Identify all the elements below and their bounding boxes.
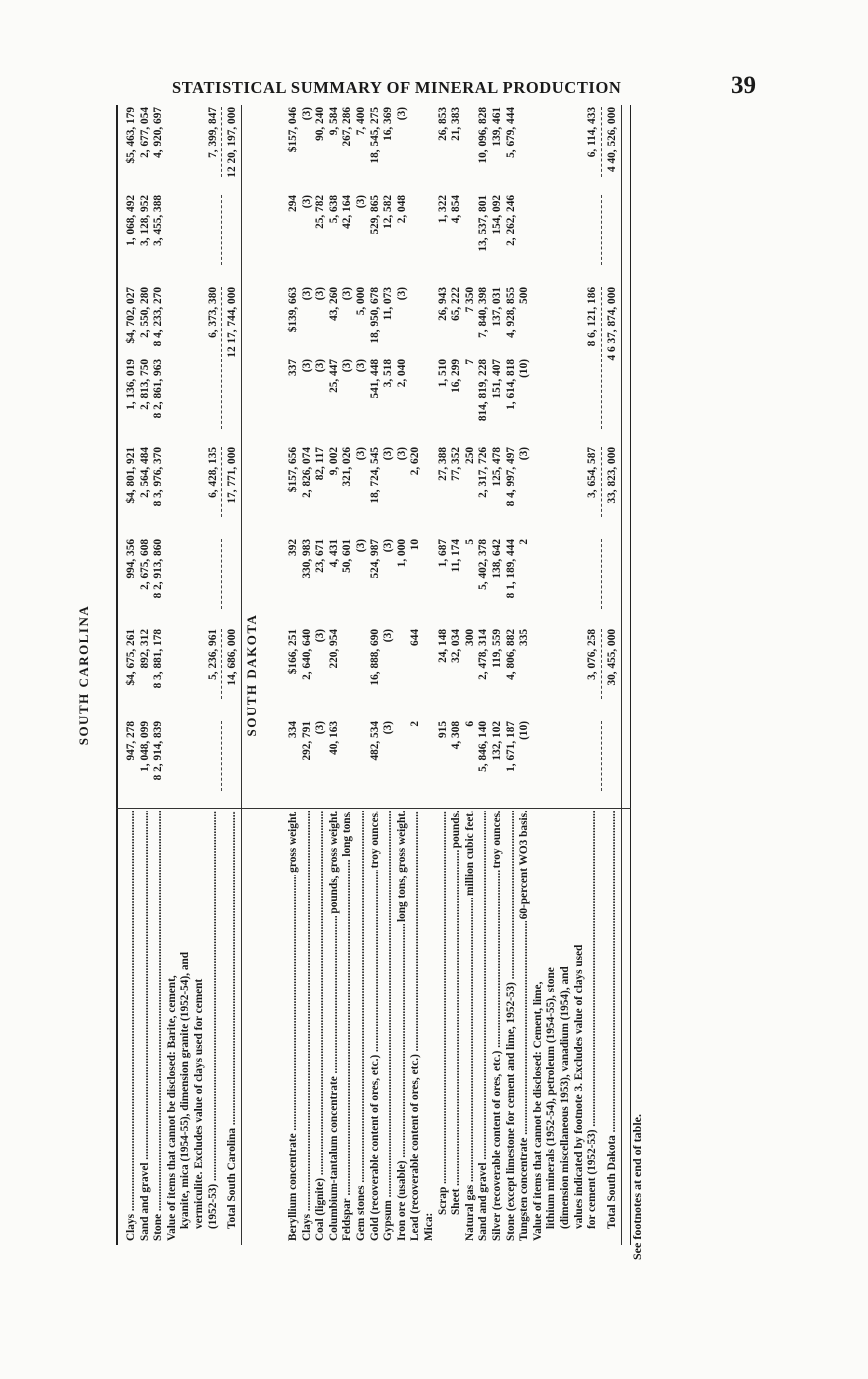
row-label [490, 811, 504, 1241]
table-cell: (3) [314, 721, 327, 735]
row-label-text: Scrap [436, 1186, 449, 1215]
table-row [504, 105, 518, 1245]
table-row [368, 105, 382, 1245]
total-cell: 12 20, 197, 000 [226, 107, 239, 178]
table-cell: 9, 584 [327, 107, 340, 136]
table-cell: 4, 928, 855 [504, 287, 517, 338]
subtotal-rule [601, 721, 602, 791]
table-cell: 25, 782 [314, 195, 327, 229]
table-cell: 5, 846, 140 [477, 721, 490, 772]
table-cell: 2, 262, 246 [504, 195, 517, 246]
subtotal-rule [601, 195, 602, 265]
row-label [517, 811, 531, 1241]
table-cell: 139, 461 [491, 107, 503, 147]
row-label-text: Lead (recoverable content of ores, etc.) [409, 1054, 422, 1241]
row-label-text: Stone (except limestone for cement and lime, 1952-53) [504, 982, 517, 1241]
table-row [192, 105, 206, 1245]
table-cell: 2, 620 [409, 447, 422, 476]
table-cell: 10 [409, 539, 422, 551]
table-cell: 6, 114, 433 [586, 107, 599, 158]
section-title-south-dakota: SOUTH DAKOTA [244, 613, 259, 737]
table-cell: 12, 582 [382, 195, 395, 229]
table-row [327, 105, 341, 1245]
table-cell: (3) [341, 359, 354, 373]
row-label [178, 811, 192, 1229]
table-cell: 2, 675, 608 [138, 539, 151, 590]
table-cell: 4, 431 [327, 539, 340, 568]
table-cell: 119, 559 [491, 629, 503, 668]
table-cell: $4, 675, 261 [125, 629, 137, 686]
row-unit: pounds [450, 813, 463, 849]
page-title: STATISTICAL SUMMARY OF MINERAL PRODUCTION [172, 78, 622, 97]
row-label-text: Iron ore (usable) [395, 1160, 408, 1241]
table-cell: (3) [518, 447, 531, 461]
table-cell: 2, 813, 750 [138, 359, 151, 410]
table-cell: 814, 819, 228 [477, 359, 490, 422]
row-label-text: Sheet [450, 1188, 463, 1215]
table-cell: 8 4, 233, 270 [152, 287, 165, 347]
table-cell: 8 6, 121, 186 [586, 287, 599, 347]
table-cell: (3) [314, 287, 327, 301]
total-cell: 30, 455, 000 [605, 629, 618, 686]
table-cell: 300 [463, 629, 476, 646]
row-label [395, 811, 409, 1241]
table-row [544, 105, 558, 1245]
table-cell: 18, 724, 545 [368, 447, 381, 504]
row-label [313, 811, 327, 1241]
table-cell: 915 [436, 721, 449, 738]
table-top-rule [116, 105, 118, 1245]
row-label-text: Sand and gravel [138, 1162, 151, 1241]
table-cell: 26, 943 [436, 287, 449, 321]
row-unit: troy ounces [368, 813, 381, 869]
table-cell: (3) [382, 447, 395, 461]
table-cell: 1, 000 [395, 539, 408, 568]
total-row [225, 105, 239, 1245]
table-cell: 7 350 [463, 287, 476, 313]
subtotal-rule [601, 359, 602, 429]
table-cell: 5, 638 [327, 195, 340, 224]
table-cell: 8 2, 913, 860 [152, 539, 165, 599]
table-cell: 6, 428, 135 [206, 447, 219, 498]
table-cell: 9, 002 [327, 447, 340, 476]
subtotal-rule [221, 447, 222, 517]
table-row [165, 105, 179, 1245]
subtotal-rule [221, 195, 222, 265]
row-label-text: (dimension miscellaneous 1953), vanadium (1954), and [559, 966, 571, 1229]
table-cell: 50, 601 [341, 539, 354, 573]
running-head [0, 72, 868, 102]
row-label-text: kyanite, mica (1954-55), dimension granite (1952-54), and [179, 951, 192, 1229]
subtotal-rule [221, 287, 222, 357]
table-cell: 8 3, 976, 370 [152, 447, 165, 507]
table-row [178, 105, 192, 1245]
table-cell: 8 2, 914, 839 [152, 721, 165, 781]
section-rule [241, 105, 242, 1245]
row-label [422, 811, 436, 1241]
row-label-text: Stone [152, 1214, 165, 1241]
table-cell: 8 1, 189, 444 [504, 539, 517, 599]
table-cell: $166, 251 [287, 629, 299, 675]
table-cell: 334 [287, 721, 299, 738]
subtotal-rule [601, 447, 602, 517]
table-cell: (3) [341, 287, 354, 301]
table-cell: 3, 128, 952 [138, 195, 151, 246]
subtotal-rule [221, 629, 222, 699]
table-cell: 2, 564, 484 [138, 447, 151, 498]
table-cell: 4, 854 [450, 195, 463, 224]
table-cell: 1, 322 [436, 195, 449, 224]
table-row [436, 105, 450, 1245]
table-cell: 294 [287, 195, 299, 212]
row-label [436, 811, 450, 1215]
table-cell: 644 [409, 629, 422, 646]
table-row [476, 105, 490, 1245]
row-label [449, 811, 463, 1215]
table-cell: (3) [300, 359, 313, 373]
total-label [605, 811, 619, 1229]
subtotal-rule [601, 539, 602, 609]
row-label-text: Gold (recoverable content of ores, etc.) [368, 1054, 381, 1241]
row-label-text: Silver (recoverable content of ores, etc.) [491, 1050, 503, 1241]
table-cell: 541, 448 [368, 359, 381, 399]
table-cell: (3) [355, 447, 367, 461]
table-row [124, 105, 138, 1245]
table-cell: 529, 865 [368, 195, 381, 235]
table-cell: 4, 308 [450, 721, 463, 750]
table-cell: 4, 806, 882 [504, 629, 517, 680]
table-cell: 5 [463, 539, 476, 545]
table-row [558, 105, 572, 1245]
row-label [151, 811, 165, 1241]
table-cell: 3, 455, 388 [152, 195, 165, 246]
row-label [572, 811, 586, 1229]
table-cell: 90, 240 [314, 107, 327, 141]
table-cell: $4, 801, 921 [125, 447, 137, 504]
table-cell: 2, 040 [395, 359, 408, 388]
subtotal-rule [221, 359, 222, 429]
total-cell: 17, 771, 000 [226, 447, 239, 504]
table-cell: 32, 034 [450, 629, 463, 663]
subtotal-rule [221, 107, 222, 177]
table-cell: 500 [518, 287, 531, 304]
table-cell: 321, 026 [341, 447, 354, 487]
table-cell: $157, 046 [287, 107, 299, 153]
row-label [300, 811, 314, 1241]
table-row [408, 105, 422, 1245]
table-row [395, 105, 409, 1245]
table-cell: 151, 407 [491, 359, 503, 399]
table-cell: 5, 402, 378 [477, 539, 490, 590]
total-row [605, 105, 619, 1245]
table-row [340, 105, 354, 1245]
table-cell: 2, 550, 280 [138, 287, 151, 338]
table-cell: $139, 663 [287, 287, 299, 333]
table-cell: 2, 640, 640 [300, 629, 313, 680]
table-row [151, 105, 165, 1245]
row-label-text: lithium minerals (1952-54), petroleum (1954-55), stone [545, 967, 558, 1229]
table-cell: (3) [355, 359, 367, 373]
subtotal-rule [601, 287, 602, 357]
row-label-text: values indicated by footnote 3. Excludes value of clays used [572, 944, 585, 1229]
row-label-text: Value of items that cannot be disclosed: Cement, lime, [531, 981, 544, 1241]
total-cell: 4 6 37, 874, 000 [605, 287, 618, 361]
table-cell: 2, 826, 074 [300, 447, 313, 498]
table-row [354, 105, 368, 1245]
row-label-text: Mica: [423, 1212, 435, 1241]
table-cell: 1, 068, 492 [125, 195, 137, 246]
table-cell: 3, 076, 258 [586, 629, 599, 680]
total-label-text: Total South Dakota [605, 1135, 618, 1229]
table-cell: (3) [314, 359, 327, 373]
table-cell: (3) [395, 107, 408, 121]
row-label-text: Gypsum [382, 1200, 395, 1241]
table-cell: 7 [463, 359, 476, 365]
table-cell: 947, 278 [125, 721, 137, 761]
row-label-text: (1952-53) [206, 1183, 219, 1229]
table-row [490, 105, 504, 1245]
row-label [463, 811, 477, 1241]
row-label [408, 811, 422, 1241]
section-title-south-carolina: SOUTH CAROLINA [76, 604, 91, 746]
table-cell: 3, 518 [382, 359, 395, 388]
row-label-text: Coal (lignite) [314, 1177, 327, 1241]
table-cell: (3) [382, 539, 395, 553]
mineral-production-table [76, 105, 631, 1245]
row-label-text: Tungsten concentrate [518, 1137, 531, 1241]
table-cell: 10, 096, 828 [477, 107, 490, 164]
table-cell: 154, 092 [491, 195, 503, 235]
table-cell: 482, 534 [368, 721, 381, 761]
row-label [165, 811, 179, 1241]
table-cell: 21, 383 [450, 107, 463, 141]
table-cell: 524, 987 [368, 539, 381, 579]
row-unit: million cubic feet [463, 813, 476, 896]
row-label-text: for cement (1952-53) [586, 1129, 599, 1229]
table-cell: 6, 373, 380 [206, 287, 219, 338]
table-cell: 4, 920, 697 [152, 107, 165, 158]
table-row [206, 105, 220, 1245]
table-cell: (3) [395, 287, 408, 301]
table-cell: 13, 537, 801 [477, 195, 490, 252]
subtotal-rule [601, 629, 602, 699]
table-cell: (3) [382, 629, 395, 643]
row-label-text: Clays [300, 1214, 313, 1241]
table-row [422, 105, 436, 1245]
table-cell: 1, 136, 019 [125, 359, 137, 410]
row-label [286, 811, 300, 1241]
table-cell: (10) [518, 721, 531, 740]
table-bottom-rule [630, 105, 631, 1245]
table-cell: 337 [287, 359, 299, 376]
row-unit: long tons [341, 813, 354, 857]
table-cell: 1, 510 [436, 359, 449, 388]
table-cell: 23, 671 [314, 539, 327, 573]
table-cell: 3, 654, 587 [586, 447, 599, 498]
row-label-text: Value of items that cannot be disclosed: Barite, cement, [165, 975, 178, 1241]
table-cell: 138, 642 [491, 539, 503, 579]
table-row [517, 105, 531, 1245]
total-label-text: Total South Carolina [226, 1127, 239, 1229]
row-label [531, 811, 545, 1241]
table-cell: 137, 031 [491, 287, 503, 327]
table-cell: 8 3, 881, 178 [152, 629, 165, 689]
table-row [381, 105, 395, 1245]
row-label-text: Clays [125, 1214, 137, 1241]
table-cell: (3) [355, 195, 367, 209]
table-cell: 132, 102 [491, 721, 503, 761]
table-cell: 16, 299 [450, 359, 463, 393]
table-cell: 11, 073 [382, 287, 395, 321]
table-cell: 125, 478 [491, 447, 503, 487]
table-cell: 250 [463, 447, 476, 464]
table-cell: (3) [300, 287, 313, 301]
row-unit: gross weight [287, 813, 299, 873]
table-cell: 1, 671, 187 [504, 721, 517, 772]
footnote-reference: See footnotes at end of table. [630, 1114, 644, 1260]
table-cell: 892, 312 [138, 629, 151, 669]
subtotal-rule [601, 107, 602, 177]
table-cell: (3) [300, 107, 313, 121]
table-cell: 5, 236, 961 [206, 629, 219, 680]
row-label [504, 811, 518, 1241]
total-label [225, 811, 239, 1229]
table-cell: 5, 679, 444 [504, 107, 517, 158]
table-row [300, 105, 314, 1245]
table-cell: 42, 164 [341, 195, 354, 229]
row-label-text: Sand and gravel [477, 1162, 490, 1241]
table-row [138, 105, 152, 1245]
subtotal-rule [221, 721, 222, 791]
table-cell: 11, 174 [450, 539, 463, 573]
row-label [476, 811, 490, 1241]
row-unit: pounds, gross weight [327, 813, 340, 914]
table-cell: 8 2, 861, 963 [152, 359, 165, 419]
table-cell: (3) [355, 539, 367, 553]
total-cell: 14, 686, 000 [226, 629, 239, 686]
row-label-text: Gem stones [355, 1185, 367, 1241]
table-row [463, 105, 477, 1245]
table-cell: 1, 687 [436, 539, 449, 568]
table-cell: 8 4, 997, 497 [504, 447, 517, 507]
row-label [544, 811, 558, 1229]
table-cell: 335 [518, 629, 531, 646]
row-label [558, 811, 572, 1229]
table-cell: 18, 950, 678 [368, 287, 381, 344]
table-cell: 267, 286 [341, 107, 354, 147]
row-label [585, 811, 599, 1229]
table-cell: 18, 545, 275 [368, 107, 381, 164]
table-cell: 2 [518, 539, 531, 545]
table-cell: 5, 000 [355, 287, 367, 316]
table-cell: 16, 369 [382, 107, 395, 141]
row-label [124, 811, 138, 1241]
table-cell: 24, 148 [436, 629, 449, 663]
table-cell: 25, 447 [327, 359, 340, 393]
table-cell: 43, 260 [327, 287, 340, 321]
row-label [192, 811, 206, 1229]
table-cell: 2 [409, 721, 422, 727]
total-cell: 4 40, 526, 000 [605, 107, 618, 172]
table-cell: 2, 317, 726 [477, 447, 490, 498]
table-cell: 2, 048 [395, 195, 408, 224]
row-unit: 60-percent WO3 basis [518, 813, 531, 920]
table-cell: $4, 702, 027 [125, 287, 137, 344]
row-label-text: Beryllium concentrate [287, 1133, 299, 1241]
table-cell: 392 [287, 539, 299, 556]
table-cell: 7, 840, 398 [477, 287, 490, 338]
table-cell: (10) [518, 359, 531, 378]
row-label [340, 811, 354, 1241]
row-label-text: Natural gas [463, 1184, 476, 1241]
subtotal-rule [221, 539, 222, 609]
table-cell: 77, 352 [450, 447, 463, 481]
row-label [368, 811, 382, 1241]
table-cell: 26, 853 [436, 107, 449, 141]
row-label-text: vermiculite. Excludes value of clays used for cement [193, 978, 205, 1229]
row-label [138, 811, 152, 1241]
table-cell: 1, 048, 099 [138, 721, 151, 772]
table-cell: $157, 656 [287, 447, 299, 493]
row-label [206, 811, 220, 1229]
row-label-text: Feldspar [341, 1198, 354, 1241]
table-cell: 7, 400 [355, 107, 367, 136]
table-cell: 330, 983 [300, 539, 313, 579]
table-cell: 6 [463, 721, 476, 727]
row-label-text: Columbium-tantalum concentrate [327, 1076, 340, 1241]
row-label [327, 811, 341, 1241]
table-cell: 7, 399, 847 [206, 107, 219, 158]
table-cell: 994, 356 [125, 539, 137, 579]
row-unit: long tons, gross weight [395, 813, 408, 923]
table-cell: 27, 388 [436, 447, 449, 481]
table-cell: 2, 478, 314 [477, 629, 490, 680]
table-row [286, 105, 300, 1245]
table-cell: (3) [300, 195, 313, 209]
table-row [585, 105, 599, 1245]
total-cell: 12 17, 744, 000 [226, 287, 239, 358]
total-cell: 33, 823, 000 [605, 447, 618, 504]
row-label [354, 811, 368, 1241]
table-cell: 16, 888, 690 [368, 629, 381, 686]
page-number: 39 [731, 72, 756, 99]
table-row [449, 105, 463, 1245]
table-row [531, 105, 545, 1245]
table-row [572, 105, 586, 1245]
table-cell: (3) [395, 447, 408, 461]
table-cell: (3) [314, 629, 327, 643]
table-cell: 2, 677, 054 [138, 107, 151, 158]
table-cell: 65, 222 [450, 287, 463, 321]
table-cell: 1, 614, 818 [504, 359, 517, 410]
table-cell: $5, 463, 179 [125, 107, 137, 164]
row-label [381, 811, 395, 1241]
table-cell: 220, 954 [327, 629, 340, 669]
section-rule [621, 105, 622, 1245]
table-row [313, 105, 327, 1245]
table-cell: (3) [382, 721, 395, 735]
row-unit: troy ounces [491, 813, 503, 869]
table-cell: 40, 163 [327, 721, 340, 755]
table-cell: 82, 117 [314, 447, 327, 481]
table-cell: 292, 791 [300, 721, 313, 761]
